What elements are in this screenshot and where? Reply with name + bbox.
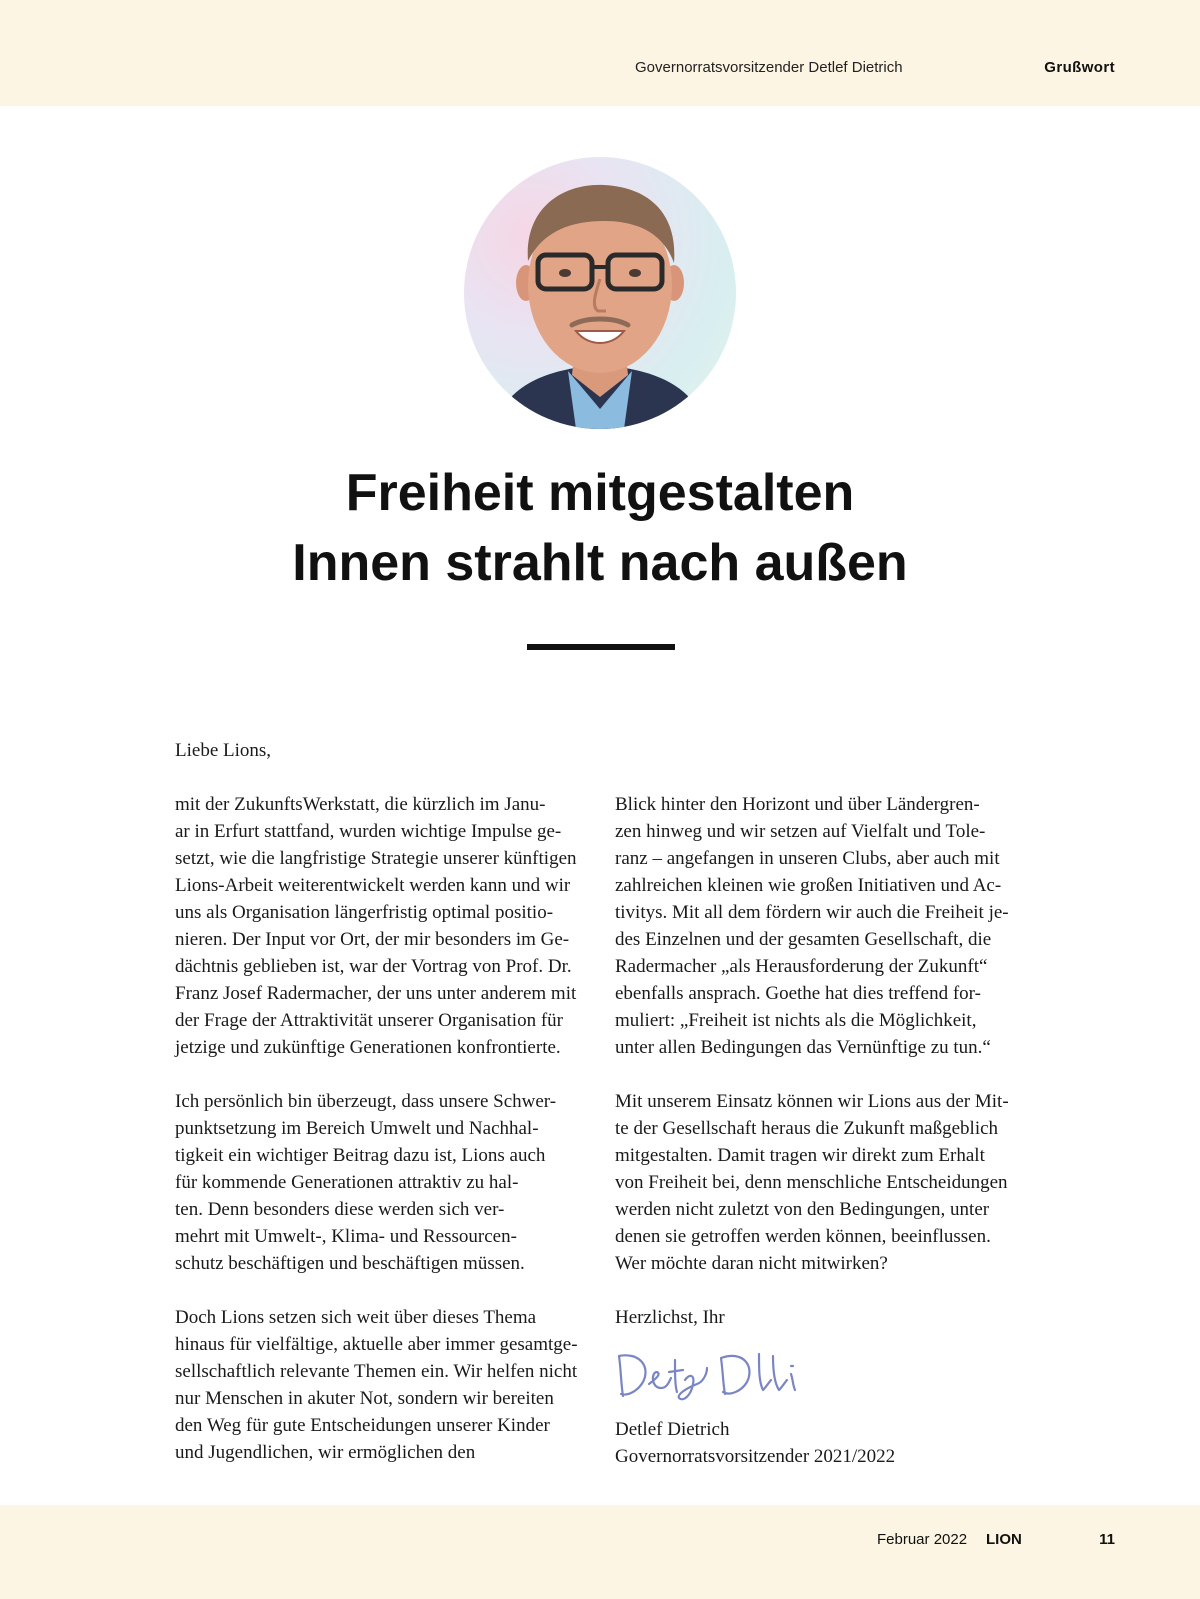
text-line: Blick hinter den Horizont und über Ländergren- xyxy=(615,794,980,815)
text-line: setzt, wie die langfristige Strategie unserer künftigen xyxy=(175,848,577,869)
text-line: für kommende Generationen attraktiv zu hal- xyxy=(175,1172,519,1193)
letter-left-column xyxy=(175,791,605,1493)
text-line: des Einzelnen und der gesamten Gesellschaft, die xyxy=(615,929,992,950)
text-line: tivitys. Mit all dem fördern wir auch die Freiheit je- xyxy=(615,902,1009,923)
footer-magazine-name: LION xyxy=(986,1531,1022,1548)
handwritten-signature xyxy=(613,1344,813,1404)
text-line: Ich persönlich bin überzeugt, dass unsere Schwer- xyxy=(175,1091,557,1112)
headline-line-1: Freiheit mitgestalten xyxy=(345,464,855,522)
header-author: Governorratsvorsitzender Detlef Dietrich xyxy=(635,59,903,76)
text-line: zen hinweg und wir setzen auf Vielfalt und Tole- xyxy=(615,821,986,842)
text-line: der Frage der Attraktivität unserer Organisation für xyxy=(175,1010,563,1031)
text-line: nieren. Der Input vor Ort, der mir besonders im Ge- xyxy=(175,929,570,950)
paragraph xyxy=(175,791,605,1061)
text-line: jetzige und zukünftige Generationen konfrontierte. xyxy=(175,1037,561,1058)
text-line: tigkeit ein wichtiger Beitrag dazu ist, Lions auch xyxy=(175,1145,546,1166)
text-line: muliert: „Freiheit ist nichts als die Möglichkeit, xyxy=(615,1010,977,1031)
text-line: punktsetzung im Bereich Umwelt und Nachhal- xyxy=(175,1118,539,1139)
text-line: Lions-Arbeit weiterentwickelt werden kann und wir xyxy=(175,875,571,896)
text-line: mit der ZukunftsWerkstatt, die kürzlich im Janu- xyxy=(175,794,546,815)
paragraph xyxy=(175,1304,605,1466)
footer-band xyxy=(0,1505,1200,1599)
text-line: schutz beschäftigen und beschäftigen müssen. xyxy=(175,1253,525,1274)
text-line: von Freiheit bei, denn menschliche Entscheidungen xyxy=(615,1172,1008,1193)
text-line: mehrt mit Umwelt-, Klima- und Ressourcen- xyxy=(175,1226,517,1247)
text-line: zahlreichen kleinen wie großen Initiativen und Ac- xyxy=(615,875,1002,896)
paragraph xyxy=(175,1088,605,1277)
text-line: und Jugendlichen, wir ermöglichen den xyxy=(175,1442,476,1463)
portrait-photo xyxy=(464,157,736,429)
paragraph xyxy=(615,1304,1035,1331)
signature-title: Governorratsvorsitzender 2021/2022 xyxy=(615,1446,896,1467)
letter-greeting: Liebe Lions, xyxy=(175,740,272,761)
paragraph xyxy=(615,791,1035,1061)
text-line: nur Menschen in akuter Not, sondern wir bereiten xyxy=(175,1388,554,1409)
text-line: Radermacher „als Herausforderung der Zukunft“ xyxy=(615,956,988,977)
text-line: ten. Denn besonders diese werden sich ver- xyxy=(175,1199,505,1220)
text-line: te der Gesellschaft heraus die Zukunft maßgeblich xyxy=(615,1118,999,1139)
header-section-label: Grußwort xyxy=(1044,59,1115,76)
letter-right-column xyxy=(615,791,1035,1358)
text-line: Wer möchte daran nicht mitwirken? xyxy=(615,1253,888,1274)
headline-line-2: Innen strahlt nach außen xyxy=(292,534,908,592)
text-line: unter allen Bedingungen das Vernünftige zu tun.“ xyxy=(615,1037,991,1058)
text-line: hinaus für vielfältige, aktuelle aber immer gesamtge- xyxy=(175,1334,578,1355)
closing-line: Herzlichst, Ihr xyxy=(615,1307,725,1328)
text-line: ebenfalls ansprach. Goethe hat dies treffend for- xyxy=(615,983,981,1004)
text-line: den Weg für gute Entscheidungen unserer Kinder xyxy=(175,1415,550,1436)
header-band xyxy=(0,0,1200,106)
text-line: Franz Josef Radermacher, der uns unter anderem mit xyxy=(175,983,577,1004)
text-line: Mit unserem Einsatz können wir Lions aus der Mit- xyxy=(615,1091,1009,1112)
headline xyxy=(0,458,1200,598)
text-line: sellschaftlich relevante Themen ein. Wir helfen nicht xyxy=(175,1361,578,1382)
text-line: denen sie getroffen werden können, beeinflussen. xyxy=(615,1226,991,1247)
text-line: ar in Erfurt stattfand, wurden wichtige Impulse ge- xyxy=(175,821,562,842)
signature-name: Detlef Dietrich xyxy=(615,1419,730,1440)
text-line: uns als Organisation längerfristig optimal positio- xyxy=(175,902,554,923)
page-number: 11 xyxy=(1099,1531,1115,1548)
headline-divider xyxy=(527,644,675,650)
text-line: ranz – angefangen in unseren Clubs, aber auch mit xyxy=(615,848,1000,869)
text-line: mitgestalten. Damit tragen wir direkt zum Erhalt xyxy=(615,1145,985,1166)
paragraph xyxy=(615,1088,1035,1277)
footer-issue-date: Februar 2022 xyxy=(877,1531,968,1548)
text-line: werden nicht zuletzt von den Bedingungen, unter xyxy=(615,1199,990,1220)
text-line: dächtnis geblieben ist, war der Vortrag von Prof. Dr. xyxy=(175,956,572,977)
text-line: Doch Lions setzen sich weit über dieses Thema xyxy=(175,1307,537,1328)
